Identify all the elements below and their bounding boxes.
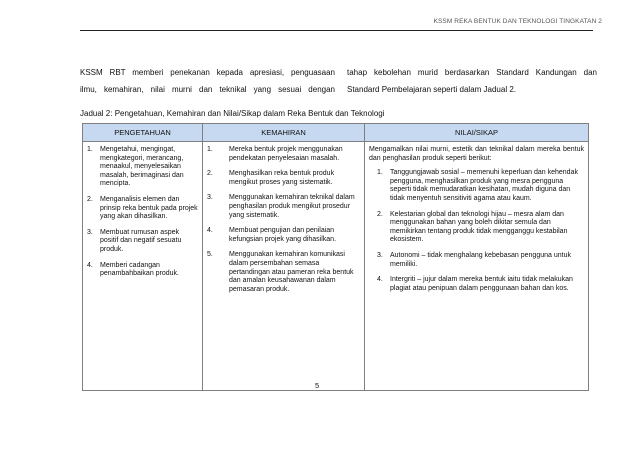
intro-right-line-2: Standard Pembelajaran seperti dalam Jadual 2.	[347, 85, 516, 94]
pengetahuan-list	[87, 146, 198, 279]
page-number: 5	[315, 381, 320, 390]
header-rule	[80, 30, 593, 31]
list-item: 4. Memberi cadangan penambahbaikan produk.	[87, 261, 180, 278]
nilai-list	[369, 169, 584, 293]
list-item: 4. Intergriti – jujur dalam mereka bentuk iaitu tidak melakukan plagiat atau penipuan dalam penggunaan bahan dan kos.	[377, 276, 573, 292]
list-item: 5. Menggunakan kemahiran komunikasi dalam persembahan semasa pertandingan atau pameran reka bentuk dan amalan keusahawanan dalam pemasaran produk.	[207, 251, 354, 293]
list-item: 3. Autonomi – tidak menghalang kebebasan pengguna untuk memiliki.	[377, 251, 571, 268]
intro-left-column	[80, 64, 335, 98]
competency-table	[82, 123, 589, 391]
header-pengetahuan: PENGETAHUAN	[83, 124, 203, 142]
list-item: 4. Membuat pengujian dan penilaian kefungsian projek yang dihasilkan.	[207, 227, 337, 243]
pengetahuan-cell	[83, 142, 203, 391]
list-item: 1. Tanggungjawab sosial – memenuhi keperluan dan kehendak pengguna, menghasilkan produk yang mesra pengguna seperti tidak memudaratkan kesihatan, mudah diguna dan tidak menyentuh sensitiviti agama atau kaum.	[377, 169, 578, 202]
table-row	[83, 142, 589, 391]
intro-left-line-1: KSSM RBT memberi penekanan kepada apresiasi, penguasaan	[80, 68, 335, 77]
table-caption: Jadual 2: Pengetahuan, Kemahiran dan Nilai/Sikap dalam Reka Bentuk dan Teknologi	[80, 109, 385, 118]
kemahiran-list	[207, 146, 360, 294]
kemahiran-cell	[203, 142, 365, 391]
header-kemahiran: KEMAHIRAN	[203, 124, 365, 142]
intro-right-column	[347, 64, 597, 98]
list-item: 2. Menghasilkan reka bentuk produk mengikut proses yang sistematik.	[207, 170, 335, 186]
header-nilai-sikap: NILAI/SIKAP	[365, 124, 589, 142]
list-item: 1. Mereka bentuk projek menggunakan pendekatan penyelesaian masalah.	[207, 146, 343, 162]
table-header-row	[83, 124, 589, 142]
list-item: 3. Membuat rumusan aspek positif dan negatif sesuatu produk.	[87, 228, 182, 253]
list-item: 2. Kelestarian global dan teknologi hijau – mesra alam dan menggunakan bahan yang boleh dikitar semula dan memikirkan tentang produk tidak mengganggu kestabilan ekosistem.	[377, 210, 568, 244]
intro-right-line-1: tahap kebolehan murid berdasarkan Standard Kandungan dan	[347, 68, 597, 77]
intro-left-line-2: ilmu, kemahiran, nilai murni dan teknikal yang sesuai dengan	[80, 85, 335, 94]
list-item: 3. Menggunakan kemahiran teknikal dalam penghasilan produk mengikut prosedur yang sistematik.	[207, 194, 355, 219]
list-item: 2. Menganalisis elemen dan prinsip reka bentuk pada projek yang akan dihasilkan.	[87, 195, 198, 221]
list-item: 1. Mengetahui, mengingat, mengkategori, merancang, menaakul, menyelesaikan masalah, berimaginasi dan mencipta.	[87, 146, 184, 188]
running-header: KSSM REKA BENTUK DAN TEKNOLOGI TINGKATAN 2	[433, 18, 602, 25]
nilai-intro-text: Mengamalkan nilai murni, estetik dan teknikal dalam mereka bentuk dan penghasilan produk seperti berikut:	[369, 146, 584, 162]
nilai-sikap-cell	[365, 142, 589, 391]
